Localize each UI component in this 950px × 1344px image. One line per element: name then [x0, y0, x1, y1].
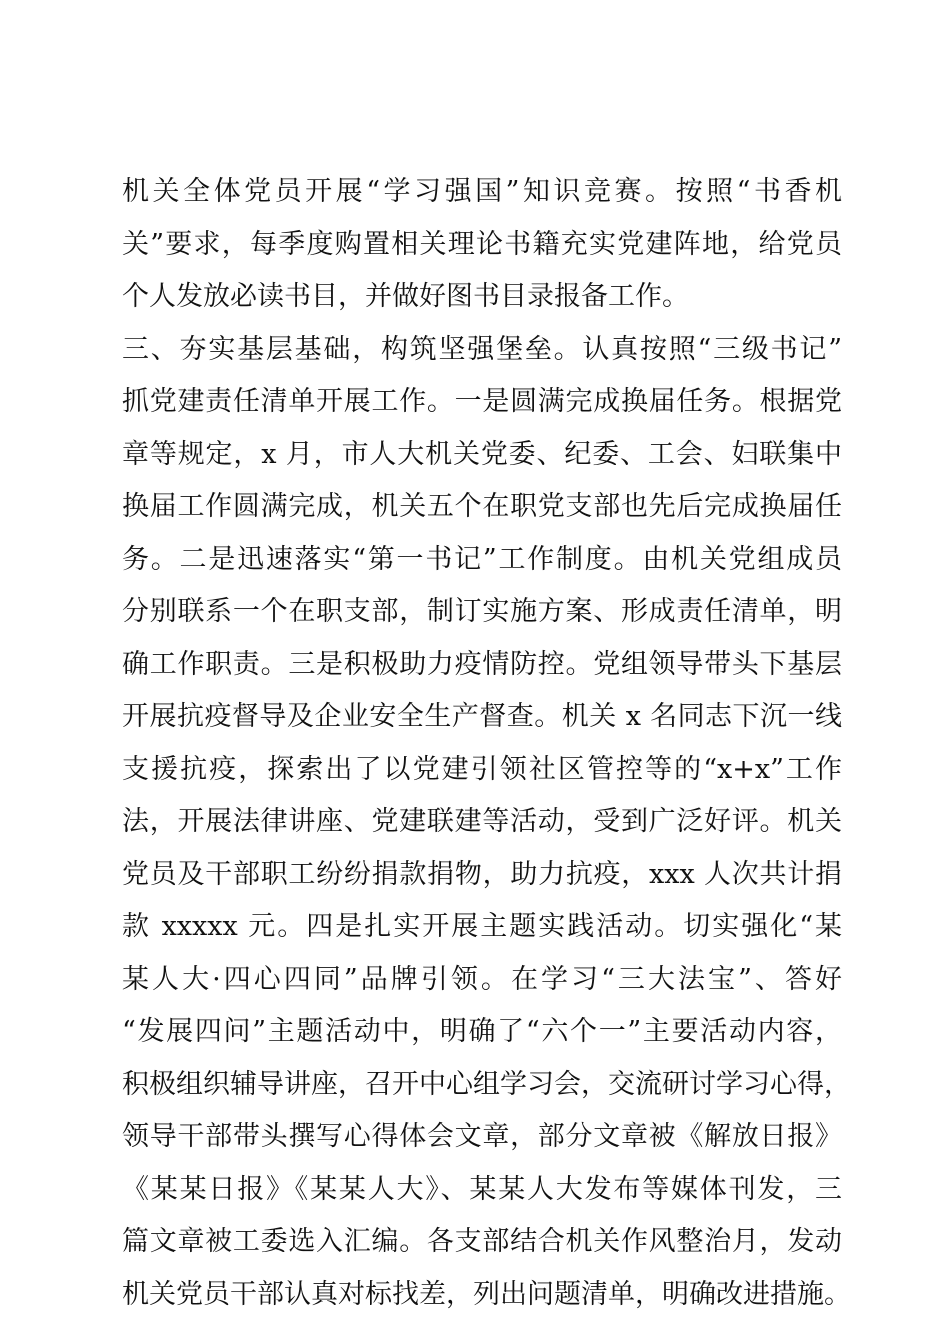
text-line-10: 确工作职责。三是积极助力疫情防控。党组领导带头下基层 — [122, 648, 842, 680]
text-line-7: 换届工作圆满完成，机关五个在职党支部也先后完成换届任 — [122, 491, 842, 522]
text-line-1: 机关全体党员开展“学习强国”知识竞赛。按照“书香机 — [122, 176, 842, 207]
text-line-6: 章等规定，x 月，市人大机关党委、纪委、工会、妇联集中 — [122, 438, 842, 470]
text-line-14: 党员及干部职工纷纷捐款捐物，助力抗疫，xxx 人次共计捐 — [122, 858, 842, 890]
text-line-21: 篇文章被工委选入汇编。各支部结合机关作风整治月，发动 — [122, 1226, 842, 1257]
text-line-12: 支援抗疫，探索出了以党建引领社区管控等的“x+x”工作 — [122, 753, 842, 785]
text-line-5: 抓党建责任清单开展工作。一是圆满完成换届任务。根据党 — [122, 386, 842, 417]
body-text — [122, 166, 851, 1321]
text-line-16: 某人大·四心四同”品牌引领。在学习“三大法宝”、答好 — [122, 963, 842, 995]
text-line-2: 关”要求，每季度购置相关理论书籍充实党建阵地，给党员 — [122, 228, 842, 260]
text-line-3: 个人发放必读书目，并做好图书目录报备工作。 — [122, 281, 689, 312]
text-line-8: 务。二是迅速落实“第一书记”工作制度。由机关党组成员 — [122, 543, 842, 575]
text-line-19: 领导干部带头撰写心得体会文章，部分文章被《解放日报》 — [122, 1121, 842, 1152]
text-line-20: 《某某日报》《某某人大》、某某人大发布等媒体刊发，三 — [122, 1173, 842, 1205]
text-line-11: 开展抗疫督导及企业安全生产督查。机关 x 名同志下沉一线 — [122, 701, 842, 732]
text-line-22: 机关党员干部认真对标找差，列出问题清单，明确改进措施。 — [122, 1278, 851, 1310]
text-line-13: 法，开展法律讲座、党建联建等活动，受到广泛好评。机关 — [122, 806, 842, 837]
text-line-17: “发展四问”主题活动中，明确了“六个一”主要活动内容， — [122, 1016, 842, 1047]
text-line-9: 分别联系一个在职支部，制订实施方案、形成责任清单，明 — [122, 596, 842, 627]
text-line-18: 积极组织辅导讲座，召开中心组学习会，交流研讨学习心得， — [122, 1068, 851, 1100]
text-line-4: 三、夯实基层基础，构筑坚强堡垒。认真按照“三级书记” — [122, 333, 842, 365]
text-line-15: 款 xxxxx 元。四是扎实开展主题实践活动。切实强化“某 — [122, 911, 842, 942]
